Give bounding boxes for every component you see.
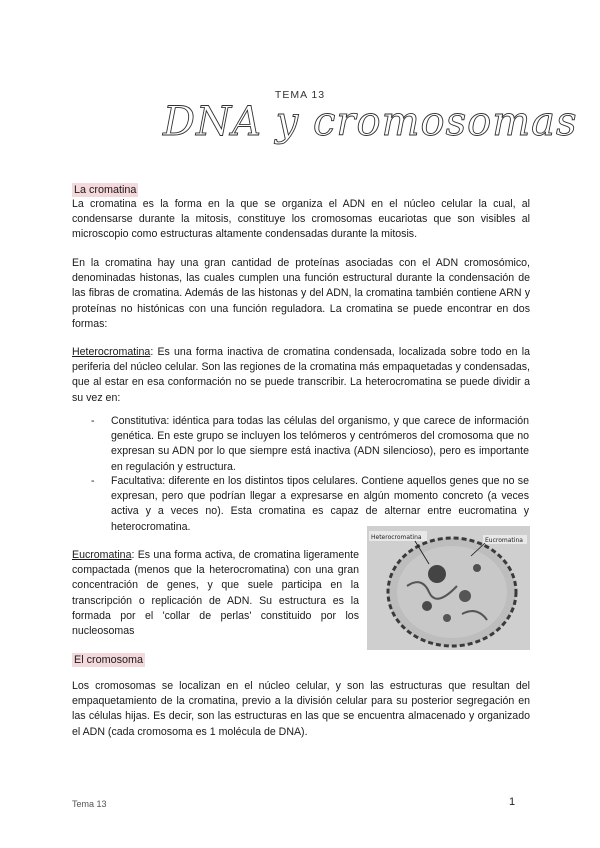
title-text: DNA y cromosomas (163, 99, 578, 145)
paragraph-cromatina-2: En la cromatina hay una gran cantidad de proteínas asociadas con el ADN cromosómico, denominadas histonas, las cuales cumplen una función estructural durante la condensación de las fibras de cromatina. Además de las histonas y del ADN, la cromatina también contiene ARN y proteínas no histónicas con una función reguladora. La cromatina se puede encontrar en dos formas: (72, 257, 530, 330)
bullet-dash: - (91, 415, 95, 427)
topic-label: TEMA 13 (274, 89, 326, 101)
text-eucromatina: : Es una forma activa, de cromatina ligeramente compactada (menos que la heterocromatina) con una gran concentración de genes, y que suele participa en la transcripción o replicación de ADN. Su estructura es la formada por el 'collar de perlas' constituido por los nucleosomas (72, 549, 359, 638)
term-heterocromatina: Heterocromatina (72, 346, 151, 358)
page-number: 1 (509, 796, 516, 808)
label-eucromatina: Eucromatina (485, 537, 523, 544)
bullet-text: Constitutiva: idéntica para todas las células del organismo, y que carece de información genética. En este grupo se incluyen los telómeros y centrómeros del cromosoma que no expresan su ADN por lo que siempre está inactiva (ADN silencioso), pero es importante en regulación y estructura. (111, 415, 529, 473)
page-title (155, 97, 578, 157)
term-eucromatina: Eucromatina (72, 549, 132, 561)
bullet-dash: - (91, 475, 95, 487)
heading-cromosoma: El cromosoma (74, 654, 143, 666)
nucleus-micrograph (367, 526, 530, 650)
paragraph-cromosoma: Los cromosomas se localizan en el núcleo celular, y son las estructuras que resultan del empaquetamiento de la cromatina, previo a la división celular para su posterior segregación en las células hijas. Es decir, son las estructuras en las que se encuentra almacenado y organizado el ADN (cada cromosoma es 1 molécula de DNA). (72, 680, 530, 738)
paragraph-heterocromatina (72, 345, 530, 406)
footer-label: Tema 13 (72, 799, 107, 809)
bullet-text: Facultativa: diferente en los distintos tipos celulares. Contiene aquellos genes que no se expresan, pero que podrían llegar a expresarse en algún momento concreto (a veces activa y a veces no). Esta cromatina es capaz de alternar entre eucromatina y heterocromatina. (111, 475, 529, 533)
paragraph-eucromatina (72, 548, 359, 639)
paragraph-cromatina-1: La cromatina es la forma en la que se organiza el ADN en el núcleo celular la cual, al condensarse durante la mitosis, constituye los cromosomas eucariotas que son visibles al microscopio como estructuras altamente condensadas durante la mitosis. (72, 198, 530, 241)
list-item (91, 414, 529, 475)
heading-cromatina: La cromatina (74, 184, 137, 196)
text-heterocromatina: : Es una forma inactiva de cromatina condensada, localizada sobre todo en la periferia del núcleo celular. Son las regiones de la cromatina más empaquetadas y condensadas, que al estar en esa conformación no se puede transcribir. La heterocromatina se puede dividir a su vez en: (72, 346, 530, 404)
label-heterocromatina: Heterocromatina (371, 534, 422, 541)
